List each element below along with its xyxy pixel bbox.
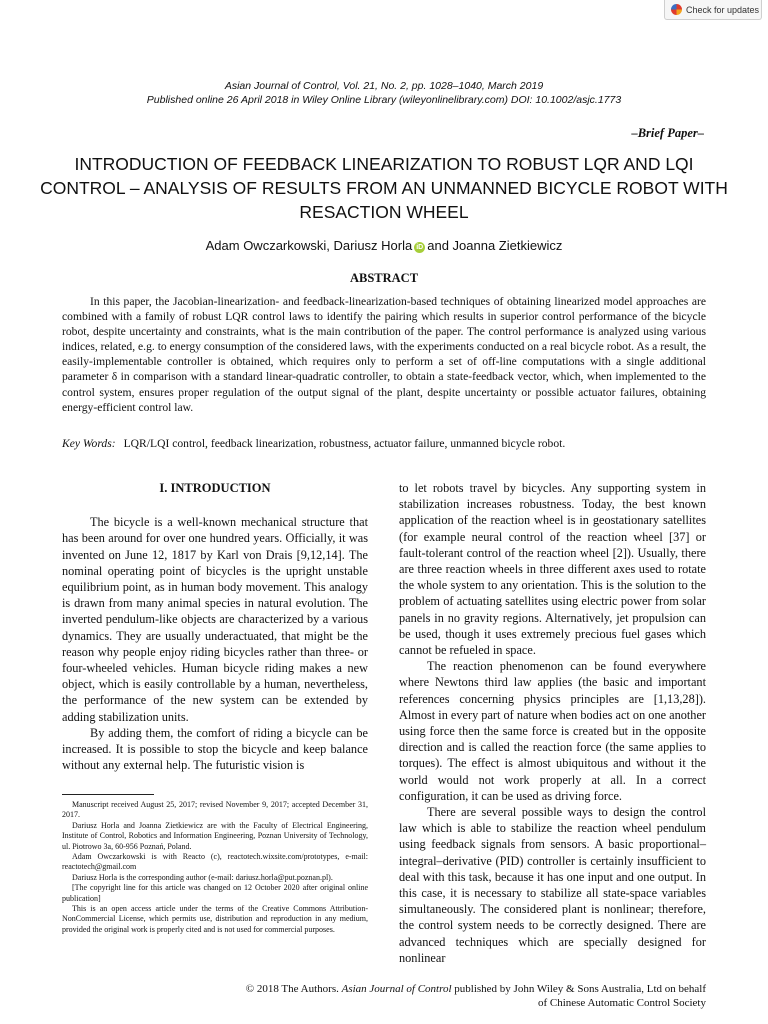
publication-info: Published online 26 April 2018 in Wiley Online Library (wileyonlinelibrary.com) DOI: 10.1002/asjc.1773 [146, 94, 622, 106]
crossmark-icon [671, 4, 682, 15]
paper-type: –Brief Paper– [631, 126, 704, 140]
journal-citation: Asian Journal of Control, Vol. 21, No. 2, pp. 1028–1040, March 2019 [224, 80, 544, 92]
paragraph: The reaction phenomenon can be found everywhere where Newtons third law applies (the basic and important references concerning physics principles are [1,13,28]). Almost in every part of nature when bodies act on one another using force then the same force is created but in the opposite direction and is called the reaction force (the same applies to torques). The effect is almost ubiquitous and without it the world would not work properly at all. In a correct configuration, it can be used as driving force. [399, 659, 706, 803]
orcid-icon[interactable]: iD [416, 244, 424, 251]
paragraph: By adding them, the comfort of riding a bicycle can be increased. It is possible to stop the bicycle and keep balance without any external help. The futuristic vision is [62, 725, 368, 773]
footnote-divider [62, 794, 154, 795]
keywords [62, 437, 706, 450]
paper-title [40, 152, 728, 224]
footnote: This is an open access article under the terms of the Creative Commons Attribution-NonCommercial License, which permits use, distribution and reproduction in any medium, provided the original work is properly cited and is not used for commercial purposes. [62, 904, 368, 934]
paragraph: The bicycle is a well-known mechanical structure that has been around for over one hundred years. Officially, it was invented on June 12, 1817 by Karl von Drais [9,12,14]. The nominal operating point of bicycles is the upright unstable equilibrium point, as in human body movement. This analogy is drawn from many animal species in natural evolution. The inverted pendulum-like objects are characterized by a various dynamics. They are usually underactuated, that might be the reason why people enjoy riding bicycles rather than three- or four-wheeled vehicles. Human bicycle riding makes a new object, which is easily controllable by a human, nevertheless, the performance of the new system can be extended by adding stabilization units. [62, 515, 368, 724]
footnote: Manuscript received August 25, 2017; revised November 9, 2017; accepted December 31, 2017. [62, 800, 368, 820]
check-for-updates-label: Check for updates [686, 4, 760, 15]
footer-publisher: published by John Wiley & Sons Australia, Ltd on behalf [454, 983, 706, 995]
page-footer [106, 982, 706, 1010]
keywords-text: LQR/LQI control, feedback linearization, robustness, actuator failure, unmanned bicycle robot. [123, 437, 566, 450]
left-column [62, 480, 368, 773]
journal-header [0, 79, 768, 107]
paragraph: There are several possible ways to design the control law which is able to stabilize the reaction wheel pendulum using feedback signals from sensors. A basic proportional–integral–derivative (PID) controller is certainly insufficient to deal with this task, because it has one input and one output. In this case, it is necessary to stabilize all state-space variables simultaneously. The considered plant is nonlinear; therefore, the control system needs to be correctly designed. There are advanced techniques which are specially designed for nonlinear [399, 805, 706, 965]
footnote: Adam Owczarkowski is with Reacto (c), reactotech.wixsite.com/prototypes, e-mail: reactotech@gmail.com [62, 852, 368, 872]
footer-journal: Asian Journal of Control [341, 983, 452, 995]
keywords-label: Key Words: [62, 437, 116, 450]
check-for-updates-badge[interactable] [664, 0, 762, 20]
paper-title-text: INTRODUCTION OF FEEDBACK LINEARIZATION TO ROBUST LQR AND LQI CONTROL – ANALYSIS OF RESULTS FROM AN UNMANNED BICYCLE ROBOT WITH RESACTION WHEEL [40, 154, 728, 222]
footnote: Dariusz Horla and Joanna Zietkiewicz are with the Faculty of Electrical Engineering, Institute of Control, Robotics and Information Engineering, Poznan University of Technology, ul. Piotrowo 3a, 60-956 Poznań, Poland. [62, 820, 368, 851]
author-line [0, 238, 768, 253]
authors-part1: Adam Owczarkowski, Dariusz Horla [205, 238, 413, 253]
footer-line1 [106, 982, 706, 996]
paragraph: to let robots travel by bicycles. Any supporting system in stabilization increases robustness. Today, the best known application of the reaction wheel is in geostationary satellites (for example neural control of the reaction wheel [37] or fault-tolerant control of the reaction wheel [2]). Usually, there are three reaction wheels in three different axes used to rotate the whole system to any orientation. This is the solution to the problem of actuating satellites using electric power from solar panels in no gravity regions. Alternatively, jet propulsion can be used, though it uses extremely precious fuel gases which cannot be refueled in space. [399, 481, 706, 658]
footnote: [The copyright line for this article was changed on 12 October 2020 after original online publication] [62, 883, 368, 903]
footer-line2: of Chinese Automatic Control Society [537, 997, 706, 1009]
abstract-text: In this paper, the Jacobian-linearization- and feedback-linearization-based techniques of obtaining linearized model approaches are combined with a family of robust LQR control laws to identify the pairing which results in superior control performance of the bicycle robot, despite uncertainty and constraints, what is the main contribution of the paper. The control performance is analyzed using various indices, related, e.g. to energy consumption of the considered laws, with the experiments conducted on a real bicycle robot. As a result, the easily-implementable controller is obtained, which requires only to perform a set of off-line computations with a single additional parameter δ in comparison with a standard linear-quadratic controller, to obtain a state-feedback vector, which, when implemented to the control system, ensures proper regulation of the output signal of the plant, despite uncertainty or possible actuator failures, obtaining energy-efficient control law. [62, 295, 706, 414]
footnotes [62, 800, 368, 935]
footer-copyright: © 2018 The Authors. [245, 983, 339, 995]
footnote: Dariusz Horla is the corresponding author (e-mail: dariusz.horla@put.poznan.pl). [72, 872, 333, 882]
authors-part2: and Joanna Zietkiewicz [427, 238, 563, 253]
abstract-heading: ABSTRACT [349, 271, 419, 285]
section-heading: I. INTRODUCTION [159, 481, 271, 495]
right-column [399, 480, 706, 966]
